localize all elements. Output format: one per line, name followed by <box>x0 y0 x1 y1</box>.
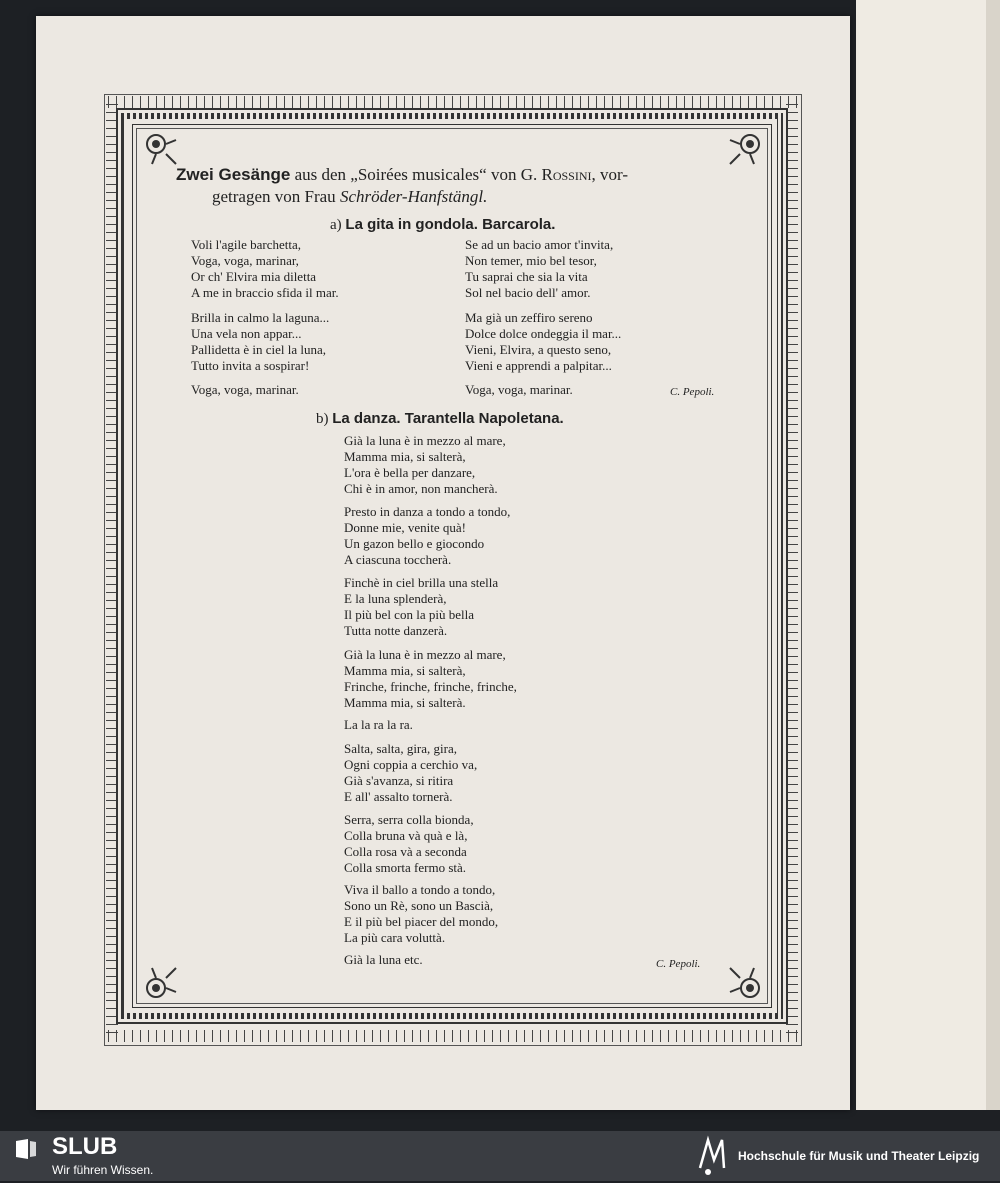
song-a-left-stanza <box>191 237 339 301</box>
verse-line: Ma già un zeffiro sereno <box>465 310 593 325</box>
verse-line: A ciascuna toccherà. <box>344 552 452 567</box>
song-a-marker: a) <box>330 217 342 233</box>
song-a-right-stanza <box>465 237 613 301</box>
song-a-right-stanza <box>465 382 573 398</box>
song-b-stanza <box>344 952 423 968</box>
heading-end: , vor- <box>591 165 628 184</box>
song-b-stanza <box>344 504 510 568</box>
verse-line: Ogni coppia a cerchio va, <box>344 757 478 772</box>
song-a-signature: C. Pepoli. <box>670 386 715 398</box>
institution-name: Hochschule für Musik und Theater Leipzig <box>738 1149 980 1163</box>
song-a-title-text: La gita in gondola. Barcarola. <box>345 216 556 233</box>
verse-line: Mamma mia, si salterà, <box>344 449 466 464</box>
main-heading-line2 <box>212 186 487 208</box>
verse-line: La più cara voluttà. <box>344 930 446 945</box>
verse-line: Serra, serra colla bionda, <box>344 812 474 827</box>
corner-ornament-icon <box>138 966 178 1006</box>
song-b-stanza <box>344 882 498 946</box>
song-b-title <box>316 410 564 428</box>
corner-ornament-icon <box>728 126 768 166</box>
verse-line: Brilla in calmo la laguna... <box>191 310 330 325</box>
verse-line: Voga, voga, marinar, <box>191 253 299 268</box>
song-a-left-stanza <box>191 382 299 398</box>
song-b-signature: C. Pepoli. <box>656 958 701 970</box>
verse-line: Già la luna è in mezzo al mare, <box>344 433 506 448</box>
song-b-stanza <box>344 717 413 733</box>
performer-name: Schröder-Hanfstängl. <box>339 187 488 206</box>
song-b-stanza <box>344 433 506 497</box>
verse-line: Tutta notte danzerà. <box>344 623 448 638</box>
verse-line: Frinche, frinche, frinche, frinche, <box>344 679 517 694</box>
footer-bar <box>0 1131 1000 1181</box>
song-b-stanza <box>344 575 498 639</box>
verse-line: Colla rosa và a seconda <box>344 844 467 859</box>
verse-line: Chi è in amor, non mancherà. <box>344 481 498 496</box>
verse-line: Donne mie, venite quà! <box>344 520 467 535</box>
heading-line2: getragen von Frau <box>212 187 340 206</box>
verse-line: Voga, voga, marinar. <box>465 382 573 397</box>
slub-brand: SLUB <box>52 1133 118 1160</box>
verse-line: E la luna splenderà, <box>344 591 447 606</box>
verse-line: Presto in danza a tondo a tondo, <box>344 504 511 519</box>
slub-tagline: Wir führen Wissen. <box>52 1163 154 1177</box>
verse-line: Mamma mia, si salterà, <box>344 663 466 678</box>
composer-name: Rossini <box>541 165 592 184</box>
verse-line: Mamma mia, si salterà. <box>344 695 466 710</box>
verse-line: Un gazon bello e giocondo <box>344 536 485 551</box>
adjacent-page-edge <box>986 0 1000 1110</box>
song-b-stanza <box>344 647 517 711</box>
verse-line: Se ad un bacio amor t'invita, <box>465 237 614 252</box>
verse-line: Sono un Rè, sono un Bascià, <box>344 898 494 913</box>
verse-line: Vieni, Elvira, a questo seno, <box>465 342 612 357</box>
hmt-logo-icon <box>694 1134 730 1178</box>
verse-line: Già la luna etc. <box>344 952 423 967</box>
verse-line: Vieni e apprendi a palpitar... <box>465 358 612 373</box>
verse-line: Finchè in ciel brilla una stella <box>344 575 499 590</box>
adjacent-page <box>856 0 986 1110</box>
song-a-title <box>330 216 555 234</box>
verse-line: Voli l'agile barchetta, <box>191 237 302 252</box>
frame-ticks-bottom <box>108 1030 798 1042</box>
verse-line: Una vela non appar... <box>191 326 302 341</box>
verse-line: Dolce dolce ondeggia il mar... <box>465 326 622 341</box>
verse-line: Voga, voga, marinar. <box>191 382 299 397</box>
verse-line: Salta, salta, gira, gira, <box>344 741 457 756</box>
verse-line: Tutto invita a sospirar! <box>191 358 310 373</box>
slub-logo-icon <box>14 1137 38 1161</box>
verse-line: Colla bruna và quà e là, <box>344 828 468 843</box>
verse-line: Il più bel con la più bella <box>344 607 474 622</box>
verse-line: E all' assalto tornerà. <box>344 789 453 804</box>
frame-ticks-top <box>108 96 798 108</box>
verse-line: La la ra la ra. <box>344 717 413 732</box>
verse-line: Tu saprai che sia la vita <box>465 269 588 284</box>
song-b-stanza <box>344 812 474 876</box>
verse-line: E il più bel piacer del mondo, <box>344 914 499 929</box>
main-heading <box>176 164 628 186</box>
verse-line: L'ora è bella per danzare, <box>344 465 476 480</box>
verse-line: Pallidetta è in ciel la luna, <box>191 342 327 357</box>
song-b-title-text: La danza. Tarantella Napoletana. <box>332 410 564 427</box>
corner-ornament-icon <box>728 966 768 1006</box>
verse-line: Viva il ballo a tondo a tondo, <box>344 882 496 897</box>
song-b-marker: b) <box>316 411 329 427</box>
heading-bold: Zwei Gesänge <box>176 165 291 184</box>
song-a-right-stanza <box>465 310 621 374</box>
verse-line: Già s'avanza, si ritira <box>344 773 454 788</box>
song-a-left-stanza <box>191 310 329 374</box>
verse-line: Sol nel bacio dell' amor. <box>465 285 591 300</box>
verse-line: Non temer, mio bel tesor, <box>465 253 597 268</box>
song-b-stanza <box>344 741 477 805</box>
verse-line: Colla smorta fermo stà. <box>344 860 467 875</box>
heading-text: aus den „Soirées musicales“ von G. <box>290 165 542 184</box>
verse-line: Or ch' Elvira mia diletta <box>191 269 317 284</box>
verse-line: Già la luna è in mezzo al mare, <box>344 647 506 662</box>
corner-ornament-icon <box>138 126 178 166</box>
verse-line: A me in braccio sfida il mar. <box>191 285 339 300</box>
